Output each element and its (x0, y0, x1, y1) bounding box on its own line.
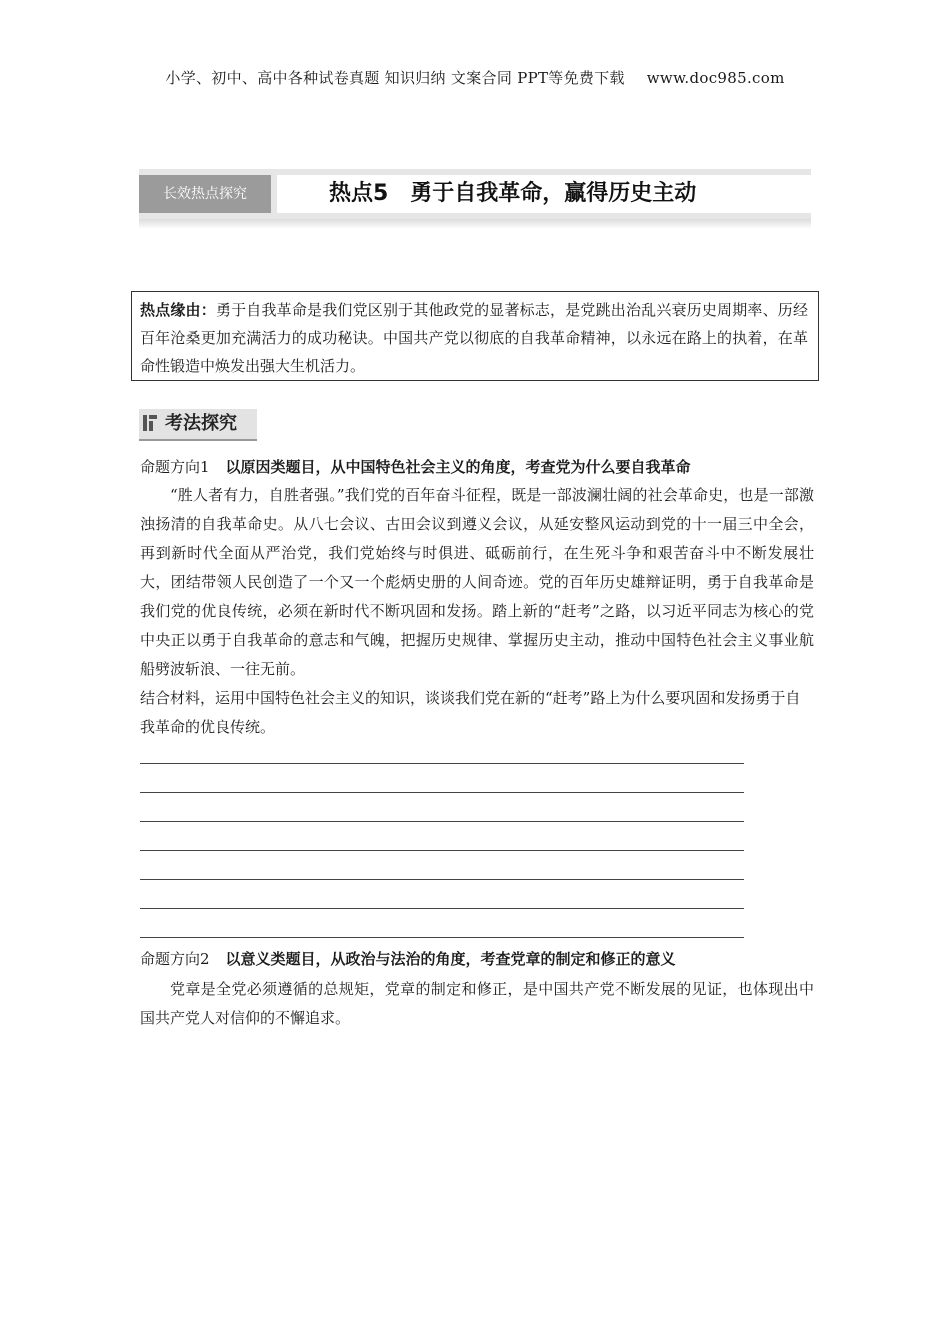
reason-label: 热点缘由： (140, 301, 216, 319)
direction1-title: 以原因类题目，从中国特色社会主义的角度，考查党为什么要自我革命 (225, 458, 691, 476)
answer-line[interactable] (140, 763, 744, 764)
direction1-material: “胜人者有力，自胜者强。”我们党的百年奋斗征程，既是一部波澜壮阔的社会革命史，也是一部激浊扬清的自我革命史。从八七会议、古田会议到遵义会议，从延安整风运动到党的十一届三中全会，再到新时代全面从严治党，我们党始终与时俱进、砥砺前行，在生死斗争和艰苦奋斗中不断发展壮大，团结带领人民创造了一个又一个彪炳史册的人间奇迹。党的百年历史雄辩证明，勇于自我革命是我们党的优良传统，必须在新时代不断巩固和发扬。踏上新的“赶考”之路，以习近平同志为核心的党中央正以勇于自我革命的意志和气魄，把握历史规律、掌握历史主动，推动中国特色社会主义事业航船劈波斩浪、一往无前。 (140, 486, 814, 678)
section-marker-icon (143, 415, 157, 431)
direction2-material: 党章是全党必须遵循的总规矩，党章的制定和修正，是中国共产党不断发展的见证，也体现出中国共产党人对信仰的不懈追求。 (140, 980, 814, 1027)
direction1-heading (140, 456, 691, 477)
section-title: 考法探究 (165, 413, 237, 434)
direction2-heading (140, 948, 676, 969)
header-text: 小学、初中、高中各种试卷真题 知识归纳 文案合同 PPT等免费下载 (165, 69, 625, 87)
reason-text: 勇于自我革命是我们党区别于其他政党的显著标志，是党跳出治乱兴衰历史周期率、历经百年沧桑更加充满活力的成功秘诀。中国共产党以彻底的自我革命精神，以永远在路上的执着，在革命性锻造中焕发出强大生机活力。 (140, 301, 808, 375)
direction1-number: 命题方向1 (140, 458, 210, 476)
reason-box (131, 291, 819, 381)
answer-line[interactable] (140, 850, 744, 851)
title-shadow (139, 219, 811, 229)
answer-line[interactable] (140, 792, 744, 793)
answer-line[interactable] (140, 908, 744, 909)
page-title: 热点5 勇于自我革命，赢得历史主动 (329, 181, 697, 206)
direction1-question: 结合材料，运用中国特色社会主义的知识，谈谈我们党在新的“赶考”路上为什么要巩固和发扬勇于自我革命的优良传统。 (140, 689, 801, 736)
title-inner (277, 175, 811, 213)
header-url[interactable]: www.doc985.com (646, 69, 785, 87)
direction2-number: 命题方向2 (140, 950, 210, 968)
site-header (0, 67, 950, 88)
answer-line[interactable] (140, 821, 744, 822)
title-tag: 长效热点探究 (139, 175, 271, 213)
answer-line[interactable] (140, 879, 744, 880)
direction2-title: 以意义类题目，从政治与法治的角度，考查党章的制定和修正的意义 (225, 950, 676, 968)
title-bar (139, 169, 811, 219)
answer-line[interactable] (140, 937, 744, 938)
section-heading (139, 409, 257, 441)
